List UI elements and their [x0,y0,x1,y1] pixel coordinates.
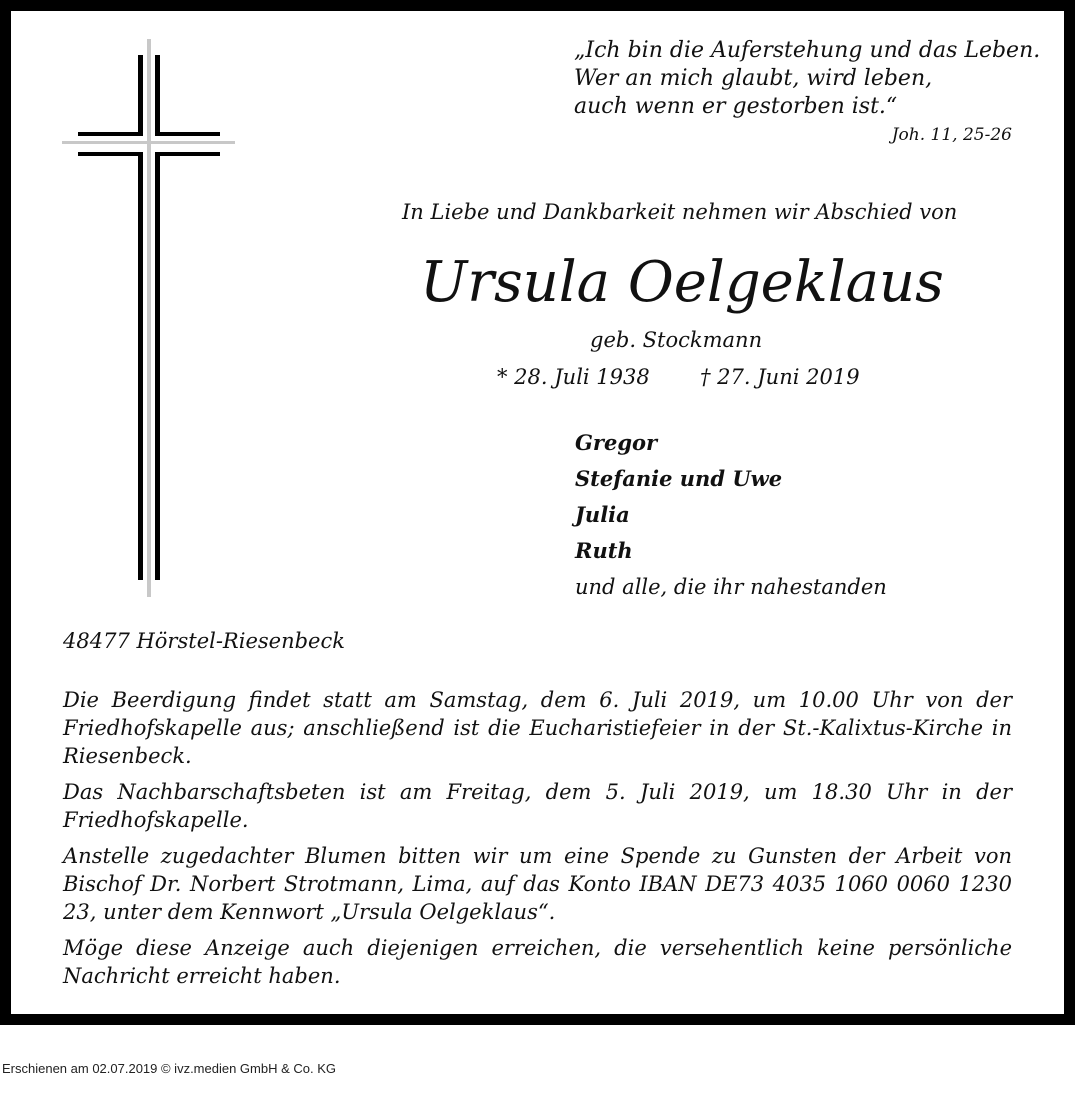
quote-reference: Joh. 11, 25-26 [891,125,1012,145]
mourner-name: Ruth [575,538,633,563]
quote-line: Wer an mich glaubt, wird leben, [574,66,933,91]
details-paragraph: Anstelle zugedachter Blumen bitten wir um eine Spende zu Gunsten der Arbeit von Bischof Dr. Norbert Strotmann, Lima, auf das Konto IBAN DE73 4035 1060 0060 1230 23, unter dem Kennwort „Ursula Oelgeklaus“. [63,844,1012,924]
publication-footer: Erschienen am 02.07.2019 © ivz.medien GmbH & Co. KG [2,1061,337,1076]
details-paragraph: Das Nachbarschaftsbeten ist am Freitag, dem 5. Juli 2019, um 18.30 Uhr in der Friedhofskapelle. [63,780,1012,832]
mourners-closing: und alle, die ihr nahestanden [575,575,887,599]
quote-line: „Ich bin die Auferstehung und das Leben. [574,38,1041,63]
mourner-name: Stefanie und Uwe [575,466,783,491]
maiden-name: geb. Stockmann [590,328,763,352]
quote-line: auch wenn er gestorben ist.“ [574,94,898,119]
bible-quote [574,37,1041,121]
details-paragraph: Möge diese Anzeige auch diejenigen erreichen, die versehentlich keine persönliche Nachricht erreicht haben. [63,936,1012,988]
location: 48477 Hörstel-Riesenbeck [63,629,345,653]
intro-text: In Liebe und Dankbarkeit nehmen wir Abschied von [402,200,958,224]
mourners-list [575,428,887,608]
death-date: † 27. Juni 2019 [700,365,860,389]
funeral-details [63,686,1012,998]
mourner-name: Julia [575,502,630,527]
birth-date: * 28. Juli 1938 [497,365,650,389]
details-paragraph: Die Beerdigung findet statt am Samstag, dem 6. Juli 2019, um 10.00 Uhr von der Friedhofskapelle aus; anschließend ist die Eucharistiefeier in der St.-Kalixtus-Kirche in Riesenbeck. [63,688,1012,768]
deceased-name: Ursula Oelgeklaus [420,250,944,315]
mourner-name: Gregor [575,430,658,455]
